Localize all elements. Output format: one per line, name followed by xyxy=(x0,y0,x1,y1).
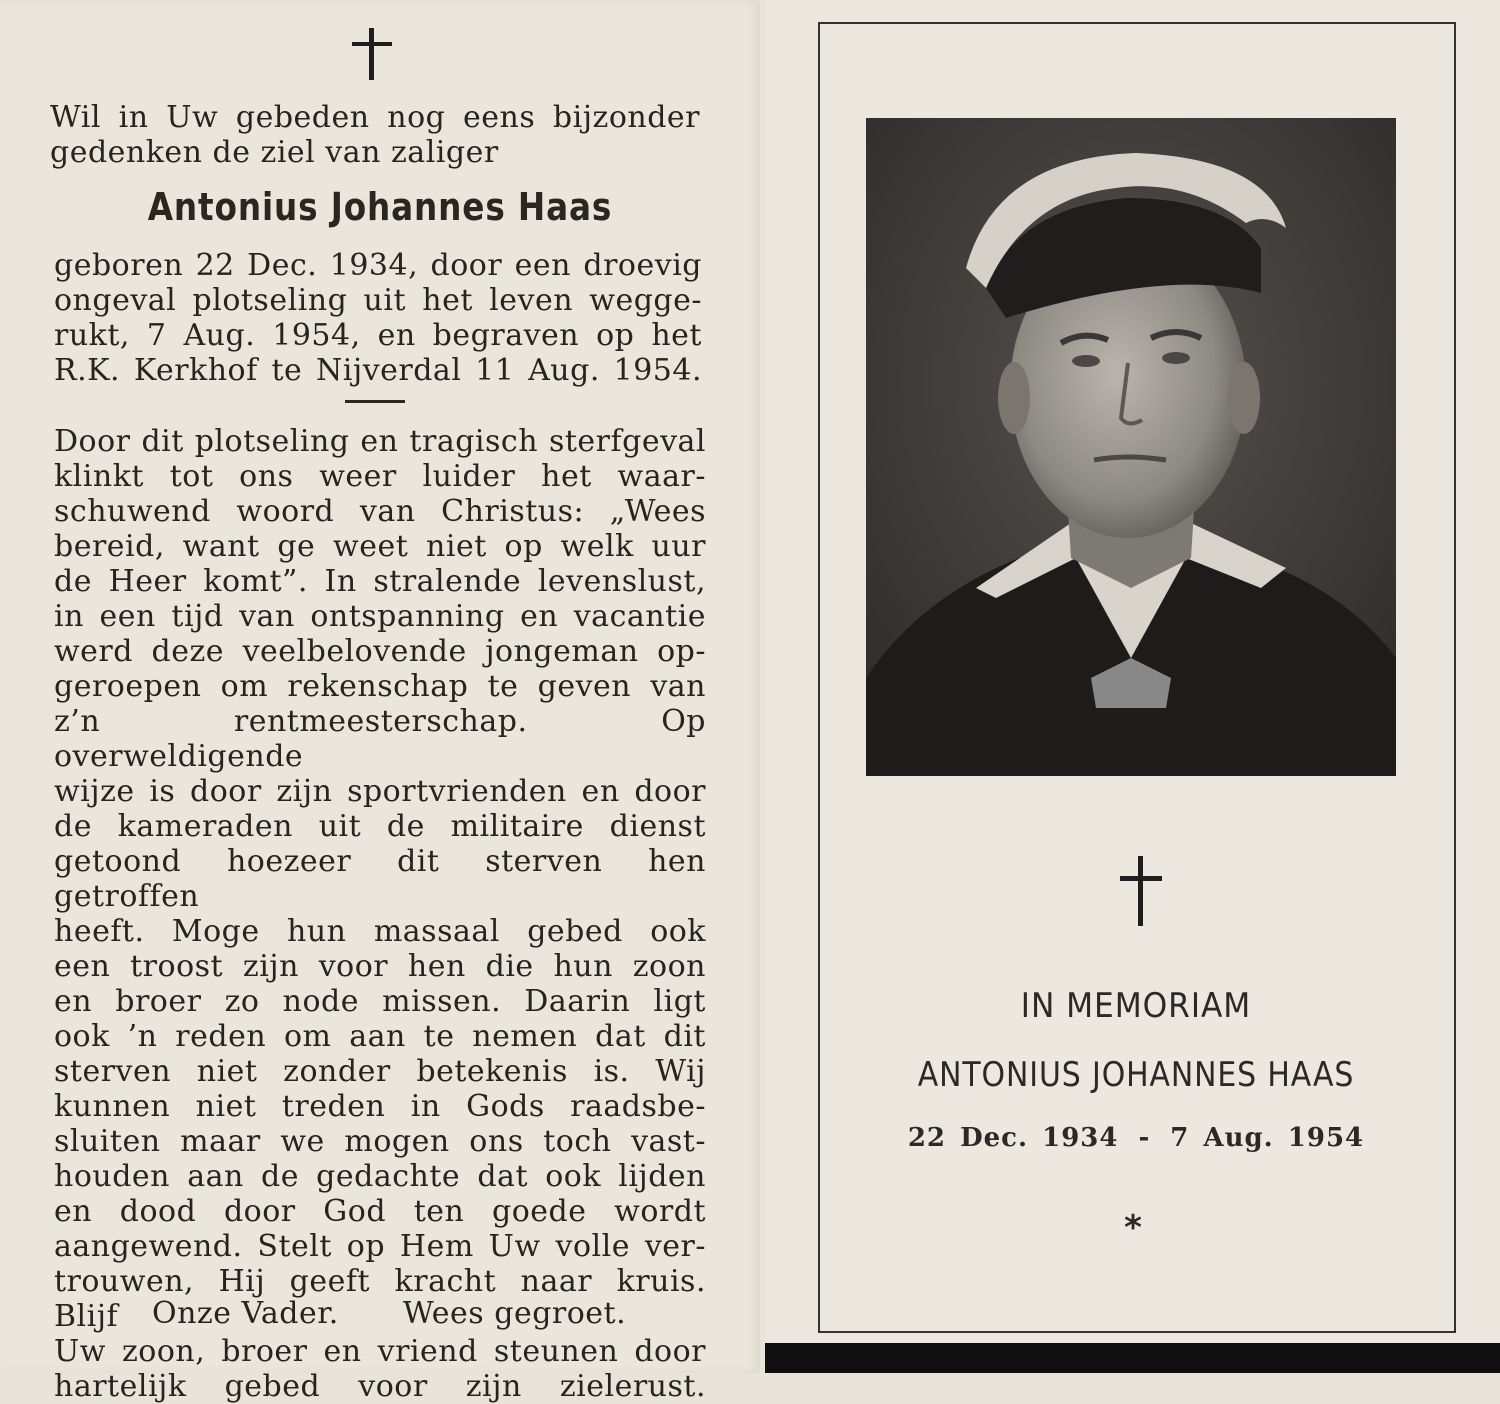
body-line: getoond hoezeer dit sterven hen getroffen xyxy=(54,844,706,914)
prayer-hail-mary: Wees gegroet. xyxy=(402,1296,627,1331)
body-line: Door dit plotseling en tragisch sterfgeval xyxy=(54,424,706,459)
bio-line: R.K. Kerkhof te Nijverdal 11 Aug. 1954. xyxy=(54,353,702,388)
life-dates xyxy=(818,1123,1454,1153)
cross-icon xyxy=(1120,856,1162,926)
body-line: en dood door God ten goede wordt xyxy=(54,1194,706,1229)
body-line: sluiten maar we mogen ons toch vast- xyxy=(54,1124,706,1159)
body-line: heeft. Moge hun massaal gebed ook xyxy=(54,914,706,949)
asterisk-ornament: * xyxy=(1124,1208,1142,1248)
body-line: klinkt tot ons weer luider het waar- xyxy=(54,459,706,494)
scan-edge xyxy=(765,1343,1500,1373)
body-line: de Heer komt”. In stralende levenslust, xyxy=(54,564,706,599)
body-line: wijze is door zijn sportvrienden en door xyxy=(54,774,706,809)
body-line: geroepen om rekenschap te geven van xyxy=(54,669,706,704)
cross-icon xyxy=(352,28,392,80)
body-line: hartelijk gebed voor zijn zielerust. xyxy=(54,1369,706,1404)
date-separator: - xyxy=(1138,1123,1151,1153)
body-line: sterven niet zonder betekenis is. Wij xyxy=(54,1054,706,1089)
body-line: een troost zijn voor hen die hun zoon xyxy=(54,949,706,984)
portrait-image xyxy=(866,118,1396,776)
divider xyxy=(345,400,405,403)
body-line: kunnen niet treden in Gods raadsbe- xyxy=(54,1089,706,1124)
body-line: en broer zo node missen. Daarin ligt xyxy=(54,984,706,1019)
body-line: bereid, want ge weet niet op welk uur xyxy=(54,529,706,564)
body-line: de kameraden uit de militaire dienst xyxy=(54,809,706,844)
intro-line: gedenken de ziel van zaliger xyxy=(50,135,499,170)
deceased-name: Antonius Johannes Haas xyxy=(147,185,613,229)
intro-text xyxy=(50,100,700,170)
body-line: trouwen, Hij geeft kracht naar kruis. Blijf xyxy=(54,1264,706,1334)
bio-line: ongeval plotseling uit het leven wegge- xyxy=(54,283,702,318)
body-line: Uw zoon, broer en vriend steunen door xyxy=(54,1334,706,1369)
body-line: in een tijd van ontspanning en vacantie xyxy=(54,599,706,634)
body-line: aangewend. Stelt op Hem Uw volle ver- xyxy=(54,1229,706,1264)
memorial-text xyxy=(54,424,706,1404)
death-date: 7 Aug. 1954 xyxy=(1170,1123,1365,1153)
memoriam-heading: IN MEMORIAM xyxy=(1020,986,1252,1026)
body-line: ook ’n reden om aan te nemen dat dit xyxy=(54,1019,706,1054)
bio-line: rukt, 7 Aug. 1954, en begraven op het xyxy=(54,318,702,353)
biography xyxy=(54,248,702,388)
body-line: houden aan de gedachte dat ook lijden xyxy=(54,1159,706,1194)
closing-prayers xyxy=(152,1296,656,1331)
body-line: z’n rentmeesterschap. Op overweldigende xyxy=(54,704,706,774)
portrait-photo xyxy=(866,118,1396,776)
body-line: werd deze veelbelovende jongeman op- xyxy=(54,634,706,669)
memoriam-name: ANTONIUS JOHANNES HAAS xyxy=(917,1055,1355,1095)
prayer-our-father: Onze Vader. xyxy=(152,1296,339,1331)
bio-line: geboren 22 Dec. 1934, door een droevig xyxy=(54,248,702,283)
birth-date: 22 Dec. 1934 xyxy=(907,1123,1119,1153)
body-line: schuwend woord van Christus: „Wees xyxy=(54,494,706,529)
intro-line: Wil in Uw gebeden nog eens bijzonder xyxy=(50,100,700,135)
